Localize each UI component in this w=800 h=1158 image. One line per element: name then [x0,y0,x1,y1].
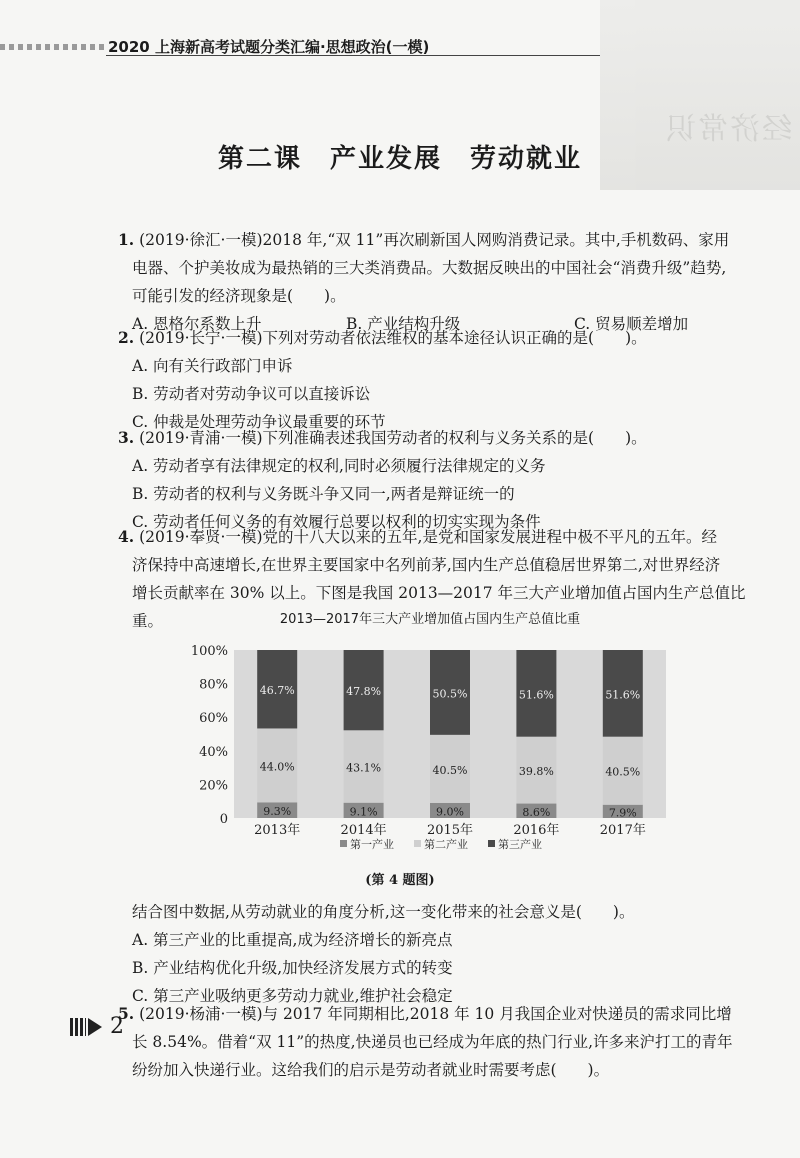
question-text-line: 结合图中数据,从劳动就业的角度分析,这一变化带来的社会意义是( )。 [132,903,635,921]
page-footer [70,1014,124,1039]
option-b: B. 产业结构升级 [346,315,461,333]
question-number: 1. [118,230,135,249]
option-b: B. 劳动者对劳动争议可以直接诉讼 [132,385,371,403]
data-label: 40.5% [605,765,641,779]
footer-arrow-icon [88,1018,102,1036]
header-title: 2020 上海新高考试题分类汇编·思想政治(一模) [108,38,430,56]
figure-caption: (第 4 题图) [365,873,435,888]
data-label: 51.6% [605,688,641,702]
y-tick-label: 100% [190,644,228,659]
y-tick-label: 40% [199,744,228,760]
header-stripes [0,44,106,50]
section-tab-text: 经济常识 [664,112,792,147]
data-label: 47.8% [346,685,382,699]
data-label: 39.8% [518,765,554,779]
data-label: 8.6% [522,805,551,819]
question-text-line: (2019·奉贤·一模)党的十八大以来的五年,是党和国家发展进程中极不平凡的五年。经 [139,528,717,546]
legend-label: 第二产业 [424,838,468,851]
option-a: A. 第三产业的比重提高,成为经济增长的新亮点 [132,931,453,949]
question-1 [118,226,758,338]
data-label: 46.7% [259,684,295,698]
legend-label: 第一产业 [350,838,394,851]
data-label: 51.6% [518,688,554,702]
question-text-line: 电器、个护美妆成为最热销的三大类消费品。大数据反映出的中国社会“消费升级”趋势, [132,259,727,277]
header-rule [106,55,600,56]
question-2 [118,324,758,436]
page-number: 2 [110,1014,124,1039]
running-header [0,36,600,56]
question-text-line: 长 8.54%。借着“双 11”的热度,快递员也已经成为年底的热门行业,许多来沪打工的青年 [132,1033,733,1051]
stacked-bar-chart [190,608,670,858]
question-number: 4. [118,527,135,546]
option-a: A. 劳动者享有法律规定的权利,同时必须履行法律规定的义务 [132,457,546,475]
x-tick-label: 2016年 [513,823,560,838]
data-label: 9.3% [263,805,292,819]
x-tick-label: 2015年 [426,823,474,838]
data-label: 50.5% [432,687,468,701]
option-a: A. 向有关行政部门申诉 [132,357,293,375]
question-text-line: 增长贡献率在 30% 以上。下图是我国 2013—2017 年三大产业增加值占国内生产总值比重。 [132,584,746,630]
legend-swatch [488,840,495,847]
data-label: 44.0% [259,760,295,774]
question-number: 3. [118,428,135,447]
legend-swatch [340,840,347,847]
question-number: 2. [118,328,135,347]
footer-bars-icon [70,1018,86,1036]
x-tick-label: 2017年 [599,823,646,838]
y-tick-label: 20% [199,778,228,794]
option-c: C. 第三产业吸纳更多劳动力就业,维护社会稳定 [132,987,453,1005]
data-label: 40.5% [432,763,468,777]
legend-label: 第三产业 [498,838,542,851]
legend-swatch [414,840,421,847]
question-text-line: 济保持中高速增长,在世界主要国家中名列前茅,国内生产总值稳居世界第二,对世界经济 [132,556,721,574]
question-text-line: (2019·杨浦·一模)与 2017 年同期相比,2018 年 10 月我国企业对快递员的需求同比增 [139,1005,732,1023]
chart-title: 2013—2017年三大产业增加值占国内生产总值比重 [279,612,581,627]
data-label: 9.0% [436,805,464,819]
question-number: 5. [118,1004,135,1023]
question-text-line: 可能引发的经济现象是( )。 [132,287,346,305]
question-text-line: 纷纷加入快递行业。这给我们的启示是劳动者就业时需要考虑( )。 [132,1061,610,1079]
question-text-line: (2019·长宁·一模)下列对劳动者依法维权的基本途径认识正确的是( )。 [139,329,647,347]
y-tick-label: 0 [219,812,228,827]
option-a: A. 恩格尔系数上升 [132,315,262,333]
question-4-followup [118,898,758,1010]
question-3 [118,424,758,536]
chart-canvas [190,608,670,858]
question-5 [118,1000,758,1084]
y-tick-label: 80% [199,677,228,693]
x-tick-label: 2013年 [254,823,301,838]
question-text-line: (2019·青浦·一模)下列准确表述我国劳动者的权利与义务关系的是( )。 [139,429,647,447]
data-label: 7.9% [608,806,637,820]
data-label: 9.1% [349,805,378,819]
option-b: B. 产业结构优化升级,加快经济发展方式的转变 [132,959,453,977]
option-c: C. 仲裁是处理劳动争议最重要的环节 [132,413,386,431]
x-tick-label: 2014年 [340,823,387,838]
lesson-title: 第二课 产业发展 劳动就业 [217,144,582,174]
data-label: 43.1% [346,761,382,775]
y-tick-label: 60% [199,711,228,727]
option-b: B. 劳动者的权利与义务既斗争又同一,两者是辩证统一的 [132,485,515,503]
option-c: C. 贸易顺差增加 [574,315,689,333]
option-c: C. 劳动者任何义务的有效履行总要以权利的切实实现为条件 [132,513,541,531]
question-text-line: (2019·徐汇·一模)2018 年,“双 11”再次刷新国人网购消费记录。其中,手机数码、家用 [139,231,730,249]
